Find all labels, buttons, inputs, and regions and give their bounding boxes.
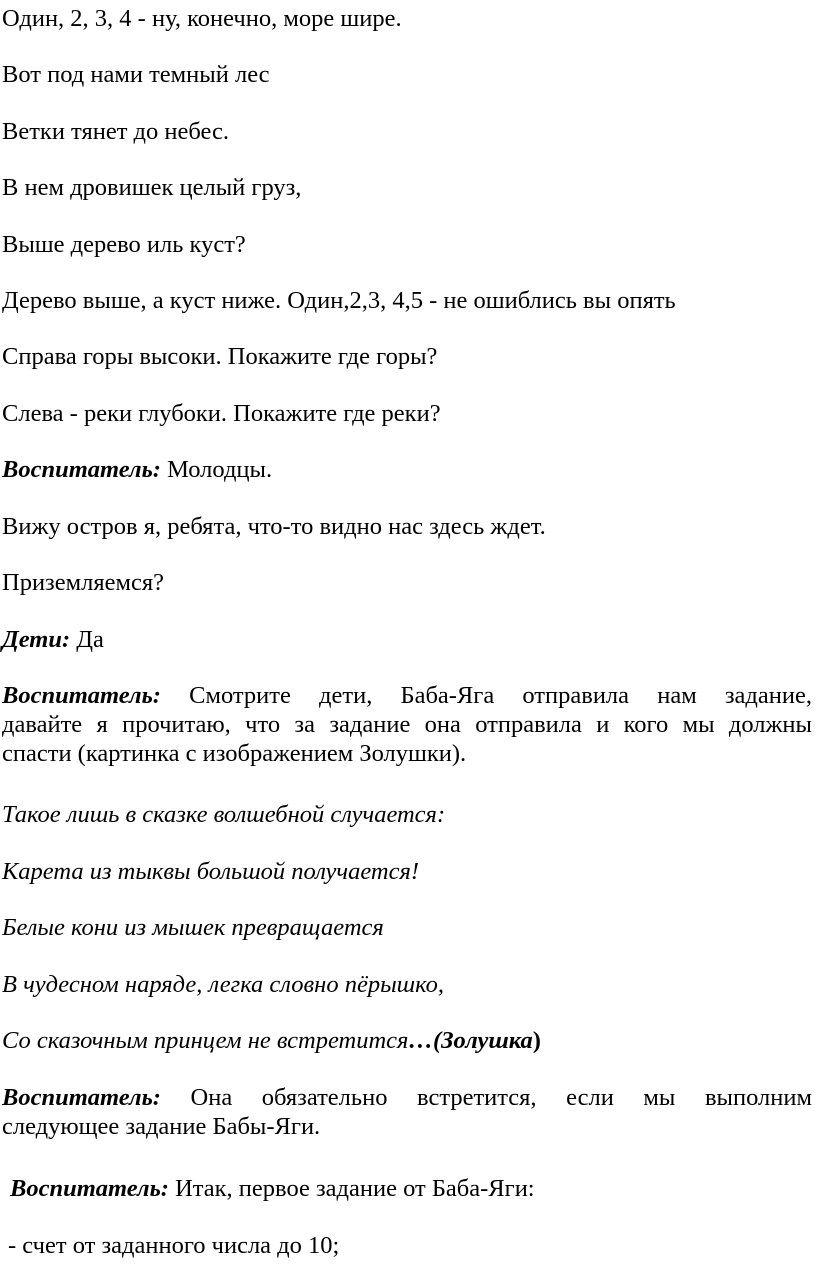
paragraph-educator-task bbox=[2, 681, 812, 768]
next-line-2: следующее задание Бабы-Яги. bbox=[2, 1113, 321, 1140]
text-line-6: Дерево выше, а куст ниже. Один,2,3, 4,5 - не ошиблись вы опять bbox=[2, 287, 676, 314]
text-line-4: В нем дровишек целый груз, bbox=[2, 174, 302, 201]
speaker-label: Воспитатель: bbox=[2, 682, 161, 709]
speaker-label: Воспитатель: bbox=[2, 1084, 161, 1111]
speech-text: Молодцы. bbox=[160, 456, 273, 483]
paragraph-educator-praise bbox=[2, 455, 812, 484]
text-line-1: Один, 2, 3, 4 - ну, конечно, море шире. bbox=[2, 5, 402, 32]
speaker-label: Воспитатель: bbox=[10, 1175, 169, 1202]
text-line-2: Вот под нами темный лес bbox=[2, 61, 270, 88]
list-item-counting: - счет от заданного числа до 10; bbox=[8, 1232, 340, 1259]
paragraph-children-answer bbox=[2, 625, 812, 654]
text-line-7: Справа горы высоки. Покажите где горы? bbox=[2, 343, 438, 370]
text-line-8: Слева - реки глубоки. Покажите где реки? bbox=[2, 400, 441, 427]
poem-line-3: Белые кони из мышек превращается bbox=[2, 914, 384, 941]
paragraph-educator-next bbox=[2, 1083, 812, 1141]
task-line-2: давайте я прочитаю, что за задание она отправила и кого мы должны bbox=[2, 711, 812, 738]
text-line-5: Выше дерево иль куст? bbox=[2, 231, 246, 258]
poem-line-2: Карета из тыквы большой получается! bbox=[2, 858, 420, 885]
poem-line-1: Такое лишь в сказке волшебной случается: bbox=[2, 801, 446, 828]
poem-answer: …(Золушка bbox=[408, 1027, 533, 1054]
text-line-3: Ветки тянет до небес. bbox=[2, 118, 229, 145]
task-line-3: спасти (картинка с изображением Золушки). bbox=[2, 740, 467, 767]
speech-text: Она обязательно встретится, если мы выполним bbox=[160, 1084, 812, 1111]
paragraph-educator-first-task bbox=[10, 1174, 816, 1203]
task-line-1 bbox=[2, 681, 812, 710]
poem-line-4: В чудесном наряде, легка словно пёрышко, bbox=[2, 971, 445, 998]
text-line-landing: Приземляемся? bbox=[2, 569, 165, 596]
speech-text: Итак, первое задание от Баба-Яги: bbox=[168, 1175, 535, 1202]
speaker-label: Воспитатель: bbox=[2, 456, 161, 483]
next-line-1 bbox=[2, 1083, 812, 1112]
text-line-island: Вижу остров я, ребята, что-то видно нас здесь ждет. bbox=[2, 513, 546, 540]
poem-text: Со сказочным принцем не встретится bbox=[2, 1027, 409, 1054]
poem-close: ) bbox=[532, 1027, 541, 1054]
poem-line-5 bbox=[2, 1026, 812, 1055]
speaker-label: Дети: bbox=[2, 626, 71, 653]
speech-text: Да bbox=[70, 626, 104, 653]
speech-text: Смотрите дети, Баба-Яга отправила нам задание, bbox=[160, 682, 812, 709]
